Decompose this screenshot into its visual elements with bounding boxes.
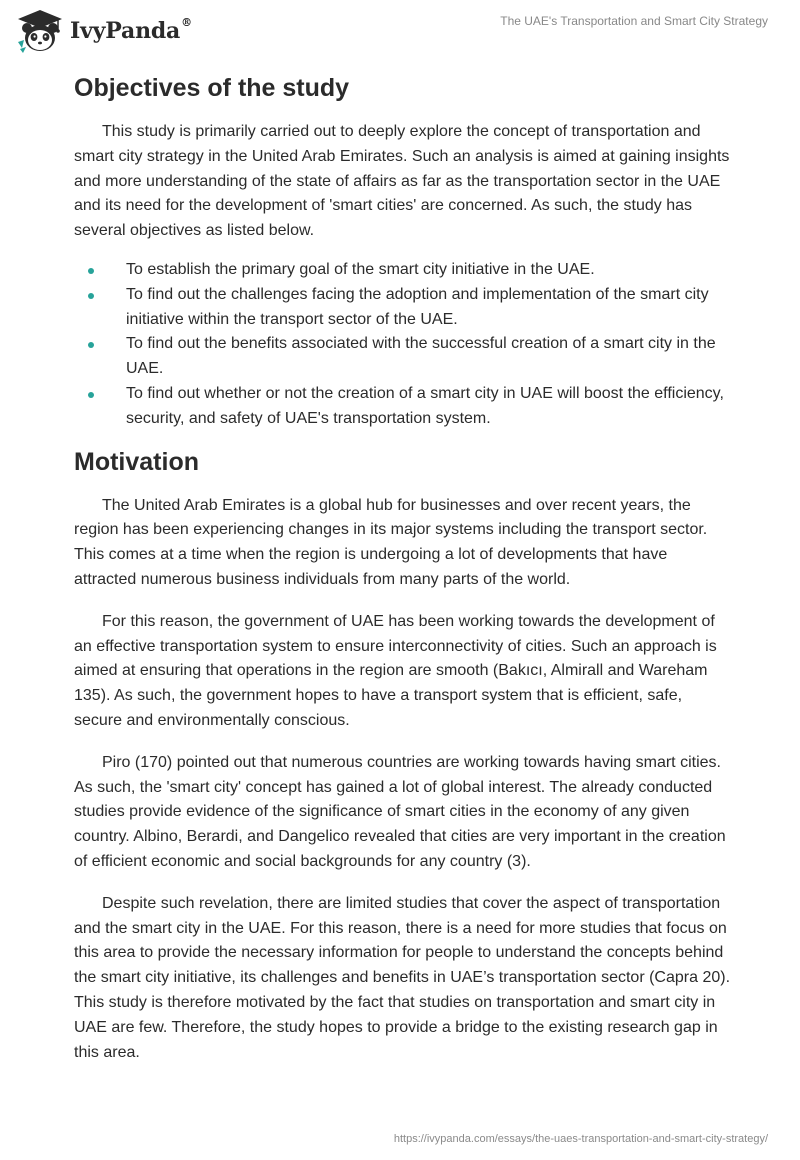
essay-content: [74, 70, 730, 1065]
bullet-dot-icon: [88, 392, 94, 398]
bullet-dot-icon: [88, 342, 94, 348]
brand-logo[interactable]: [14, 8, 192, 54]
list-item: To find out the challenges facing the adoption and implementation of the smart city initiative within the transport sector of the UAE.: [74, 283, 730, 333]
motivation-paragraph: Despite such revelation, there are limited studies that cover the aspect of transportation and the smart city in the UAE. For this reason, there is a need for more studies that focus on this area to provide the necessary information for people to understand the concepts behind the smart city initiative, its challenges and benefits in UAE’s transportation sector (Capra 20). This study is therefore motivated by the fact that studies on transportation and smart city in UAE are few. Therefore, the study hopes to provide a bridge to the existing research gap in this area.: [74, 894, 731, 1061]
bullet-dot-icon: [88, 268, 94, 274]
section-heading-objectives: Objectives of the study: [74, 74, 350, 102]
list-item: To find out the benefits associated with the successful creation of a smart city in the UAE.: [74, 332, 730, 382]
page-header: [0, 0, 800, 62]
source-url[interactable]: https://ivypanda.com/essays/the-uaes-transportation-and-smart-city-strategy/: [393, 1133, 768, 1145]
panda-graduate-logo-icon: [14, 8, 66, 54]
bullet-dot-icon: [88, 293, 94, 299]
document-title: The UAE's Transportation and Smart City Strategy: [500, 14, 768, 28]
motivation-paragraph: Piro (170) pointed out that numerous countries are working towards having smart cities. As such, the 'smart city' concept has gained a lot of global interest. The already conducted studies provide evidence of the significance of smart cities in the economy of any given country. Albino, Berardi, and Dangelico revealed that cities are very important in the creation of efficient economic and social backgrounds for any country (3).: [74, 753, 726, 870]
section-heading-motivation: Motivation: [74, 447, 199, 476]
brand-name: IvyPanda®: [70, 16, 192, 44]
list-item: To establish the primary goal of the smart city initiative in the UAE.: [74, 258, 730, 283]
motivation-paragraph: The United Arab Emirates is a global hub for businesses and over recent years, the region has been experiencing changes in its major systems including the transport sector. This comes at a time when the region is undergoing a lot of developments that have attracted numerous business individuals from many parts of the world.: [74, 496, 708, 588]
motivation-paragraph: For this reason, the government of UAE has been working towards the development of an effective transportation system to ensure interconnectivity of cities. Such an approach is aimed at ensuring that operations in the region are smooth (Bakıcı, Almirall and Wareham 135). As such, the government hopes to have a transport system that is efficient, safe, secure and environmentally conscious.: [74, 612, 717, 729]
objectives-intro-paragraph: This study is primarily carried out to deeply explore the concept of transportation and smart city strategy in the United Arab Emirates. Such an analysis is aimed at gaining insights and more understanding of the state of affairs as far as the transportation sector in the UAE and its need for the development of 'smart cities' are concerned. As such, the study has several objectives as listed below.: [74, 123, 730, 240]
objectives-list: [74, 258, 730, 432]
list-item: To find out whether or not the creation of a smart city in UAE will boost the efficiency, security, and safety of UAE's transportation system.: [74, 382, 730, 432]
